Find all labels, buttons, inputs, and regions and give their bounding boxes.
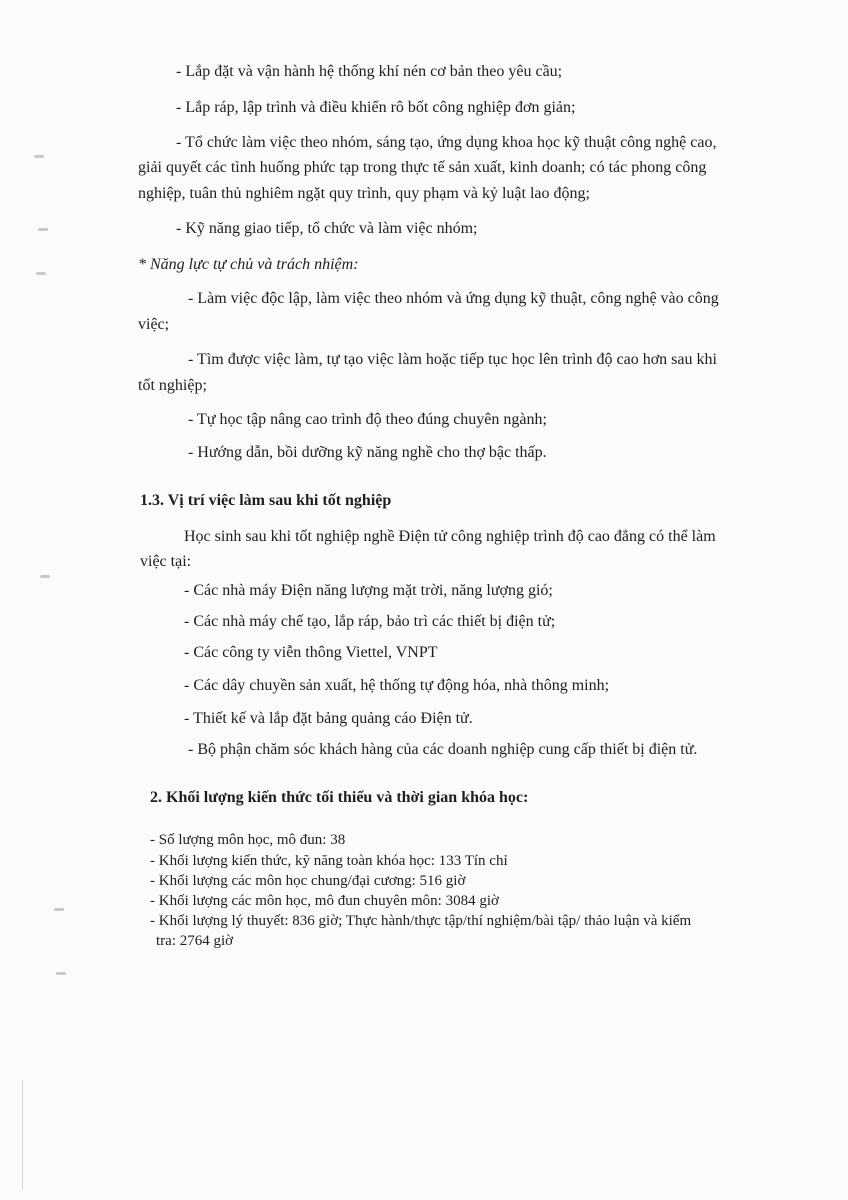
volume-item-6: tra: 2764 giờ <box>156 933 234 949</box>
skill-line-3: - Tổ chức làm việc theo nhóm, sáng tạo, ứng dụng khoa học kỹ thuật công nghệ cao, <box>176 134 717 151</box>
job-item-4: - Các dây chuyền sản xuất, hệ thống tự động hóa, nhà thông minh; <box>184 677 610 694</box>
scan-mark <box>40 575 50 578</box>
autonomy-line-6: - Hướng dẫn, bồi dưỡng kỹ năng nghề cho thợ bậc thấp. <box>188 444 547 461</box>
section-2-heading: 2. Khối lượng kiến thức tối thiểu và thời gian khóa học: <box>150 789 529 806</box>
scan-mark <box>36 272 46 275</box>
skill-line-6: - Kỹ năng giao tiếp, tổ chức và làm việc nhóm; <box>176 220 478 237</box>
autonomy-line-5: - Tự học tập nâng cao trình độ theo đúng chuyên ngành; <box>188 411 547 428</box>
autonomy-line-1: - Làm việc độc lập, làm việc theo nhóm và ứng dụng kỹ thuật, công nghệ vào công <box>188 290 719 307</box>
autonomy-line-4: tốt nghiệp; <box>138 377 207 394</box>
volume-item-2: - Khối lượng kiến thức, kỹ năng toàn khóa học: 133 Tín chỉ <box>150 853 508 869</box>
section-1-3-intro-2: việc tại: <box>140 553 192 570</box>
volume-item-3: - Khối lượng các môn học chung/đại cương: 516 giờ <box>150 873 466 889</box>
scan-mark <box>56 972 66 975</box>
job-item-2: - Các nhà máy chế tạo, lắp ráp, bảo trì các thiết bị điện tử; <box>184 613 556 630</box>
volume-item-4: - Khối lượng các môn học, mô đun chuyên môn: 3084 giờ <box>150 893 499 909</box>
job-item-1: - Các nhà máy Điện năng lượng mặt trời, năng lượng gió; <box>184 582 553 599</box>
scan-mark <box>38 228 48 231</box>
skill-line-4: giải quyết các tình huống phức tạp trong thực tế sản xuất, kinh doanh; có tác phong công <box>138 159 707 176</box>
section-1-3-intro-1: Học sinh sau khi tốt nghiệp nghề Điện tử công nghiệp trình độ cao đẳng có thể làm <box>184 528 716 545</box>
skill-line-1: - Lắp đặt và vận hành hệ thống khí nén cơ bản theo yêu cầu; <box>176 63 563 80</box>
scan-mark <box>34 155 44 158</box>
section-1-3-heading: 1.3. Vị trí việc làm sau khi tốt nghiệp <box>140 492 392 509</box>
skill-line-5: nghiệp, tuân thủ nghiêm ngặt quy trình, quy phạm và kỷ luật lao động; <box>138 185 590 202</box>
scan-edge-line <box>22 1080 23 1190</box>
job-item-6: - Bộ phận chăm sóc khách hàng của các doanh nghiệp cung cấp thiết bị điện tử. <box>188 741 698 758</box>
job-item-3: - Các công ty viễn thông Viettel, VNPT <box>184 644 438 661</box>
volume-item-1: - Số lượng môn học, mô đun: 38 <box>150 832 346 848</box>
autonomy-line-2: việc; <box>138 316 170 333</box>
autonomy-heading: * Năng lực tự chủ và trách nhiệm: <box>138 256 359 273</box>
skill-line-2: - Lắp ráp, lập trình và điều khiển rô bốt công nghiệp đơn giản; <box>176 99 576 116</box>
autonomy-line-3: - Tìm được việc làm, tự tạo việc làm hoặc tiếp tục học lên trình độ cao hơn sau khi <box>188 351 717 368</box>
job-item-5: - Thiết kế và lắp đặt bảng quảng cáo Điện tử. <box>184 710 473 727</box>
scan-mark <box>54 908 64 911</box>
volume-item-5: - Khối lượng lý thuyết: 836 giờ; Thực hành/thực tập/thí nghiệm/bài tập/ thảo luận và kiểm <box>150 913 692 929</box>
